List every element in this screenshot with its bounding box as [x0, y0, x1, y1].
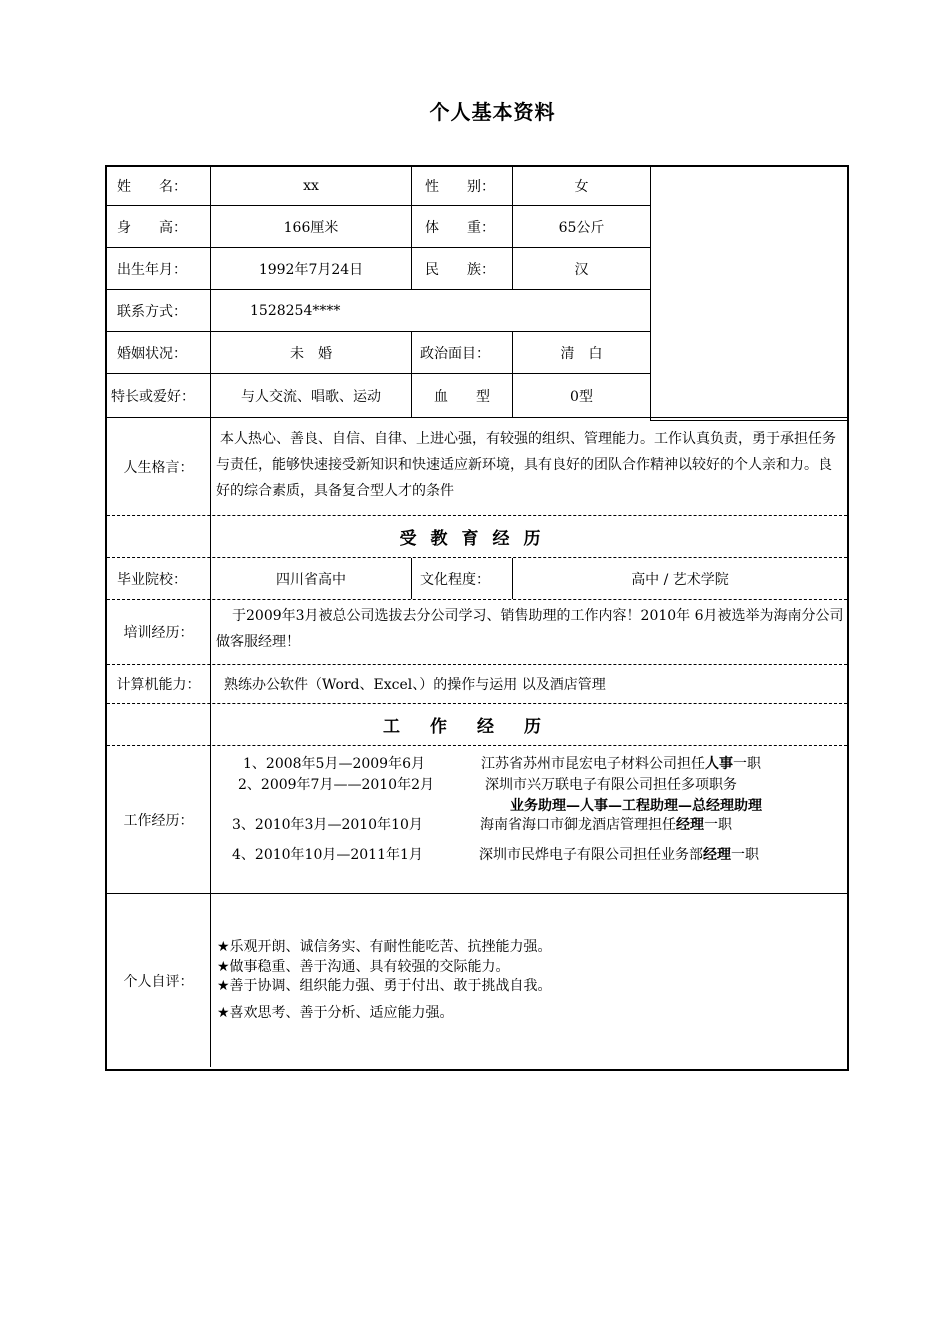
computer-label: 计算机能力： [116, 677, 201, 693]
divider [650, 167, 651, 420]
education-heading: 受教育经历 [399, 529, 555, 549]
self-eval-label: 个人自评： [123, 973, 194, 990]
divider [411, 167, 412, 290]
birth-label: 出生年月： [117, 261, 187, 278]
school-label: 毕业院校： [117, 571, 187, 588]
gender-label: 性 别： [425, 179, 495, 195]
level-label: 文化程度： [420, 571, 490, 588]
marital-value: 未 婚 [290, 345, 332, 362]
self-eval-item: ★做事稳重、善于沟通、具有较强的交际能力。 [217, 959, 510, 975]
birth-value: 1992年7月24日 [258, 261, 364, 278]
work-entry-desc: 海南省海口市御龙酒店管理担任经理一职 [480, 817, 732, 833]
divider [107, 745, 847, 746]
height-label: 身 高： [117, 219, 187, 236]
divider [107, 893, 847, 894]
work-entry-roles: 业务助理—人事—工程助理—总经理助理 [510, 798, 762, 814]
hobby-label: 特长或爱好： [111, 388, 195, 405]
work-heading: 工作经历 [383, 717, 571, 737]
work-entry: 4、2010年10月—2011年1月 [232, 847, 423, 863]
hobby-value: 与人交流、唱歌、运动 [241, 388, 381, 405]
level-value: 高中 / 艺术学院 [631, 571, 729, 588]
training-label: 培训经历： [123, 625, 194, 641]
work-entry-desc: 深圳市民烨电子有限公司担任业务部经理一职 [479, 847, 759, 863]
self-eval-item: ★喜欢思考、善于分析、适应能力强。 [217, 1005, 454, 1021]
gender-value: 女 [574, 179, 589, 195]
blood-value: 0型 [570, 388, 593, 405]
height-value: 166厘米 [283, 219, 339, 236]
name-label: 姓 名： [117, 179, 187, 195]
motto-label: 人生格言： [123, 459, 194, 476]
page-title: 个人基本资料 [429, 100, 556, 124]
divider [107, 599, 847, 600]
weight-value: 65公斤 [558, 219, 605, 236]
work-entry: 3、2010年3月—2010年10月 [232, 817, 423, 833]
political-label: 政治面目： [420, 345, 490, 362]
divider [210, 167, 211, 1067]
marital-label: 婚姻状况： [117, 345, 187, 362]
divider [107, 417, 847, 418]
work-label: 工作经历： [123, 812, 194, 829]
blood-label: 血 型 [434, 388, 490, 405]
self-eval-item: ★善于协调、组织能力强、勇于付出、敢于挑战自我。 [217, 978, 552, 994]
contact-value: 1528254**** [250, 302, 341, 319]
divider [411, 558, 412, 599]
training-text: 于2009年3月被总公司选拔去分公司学习、销售助理的工作内容！2010年 6月被选举为海南分公司做客服经理！ [216, 608, 844, 650]
school-value: 四川省高中 [276, 571, 346, 588]
divider [650, 420, 847, 421]
political-value: 清 白 [560, 345, 603, 362]
self-eval-item: ★乐观开朗、诚信务实、有耐性能吃苦、抗挫能力强。 [217, 939, 552, 955]
work-entry: 2、2009年7月——2010年2月 [238, 777, 434, 793]
work-entry: 1、2008年5月—2009年6月 [243, 756, 425, 772]
computer-text: 熟练办公软件（Word、Excel、）的操作与运用 以及酒店管理 [224, 677, 606, 693]
motto-text: 本人热心、善良、自信、自律、上进心强，有较强的组织、管理能力。工作认真负责，勇于承担任务与责任，能够快速接受新知识和快速适应新环境，具有良好的团队合作精神以较好的个人亲和力。良好的综合素质，具备复合型人才的条件 [216, 431, 836, 499]
ethnic-label: 民 族： [425, 261, 495, 278]
ethnic-value: 汉 [574, 261, 589, 278]
work-entry-desc: 江苏省苏州市昆宏电子材料公司担任人事一职 [481, 756, 761, 772]
work-entry-desc: 深圳市兴万联电子有限公司担任多项职务 [485, 777, 737, 793]
name-value: xx [303, 178, 319, 194]
weight-label: 体 重： [425, 219, 495, 236]
contact-label: 联系方式： [117, 303, 187, 320]
